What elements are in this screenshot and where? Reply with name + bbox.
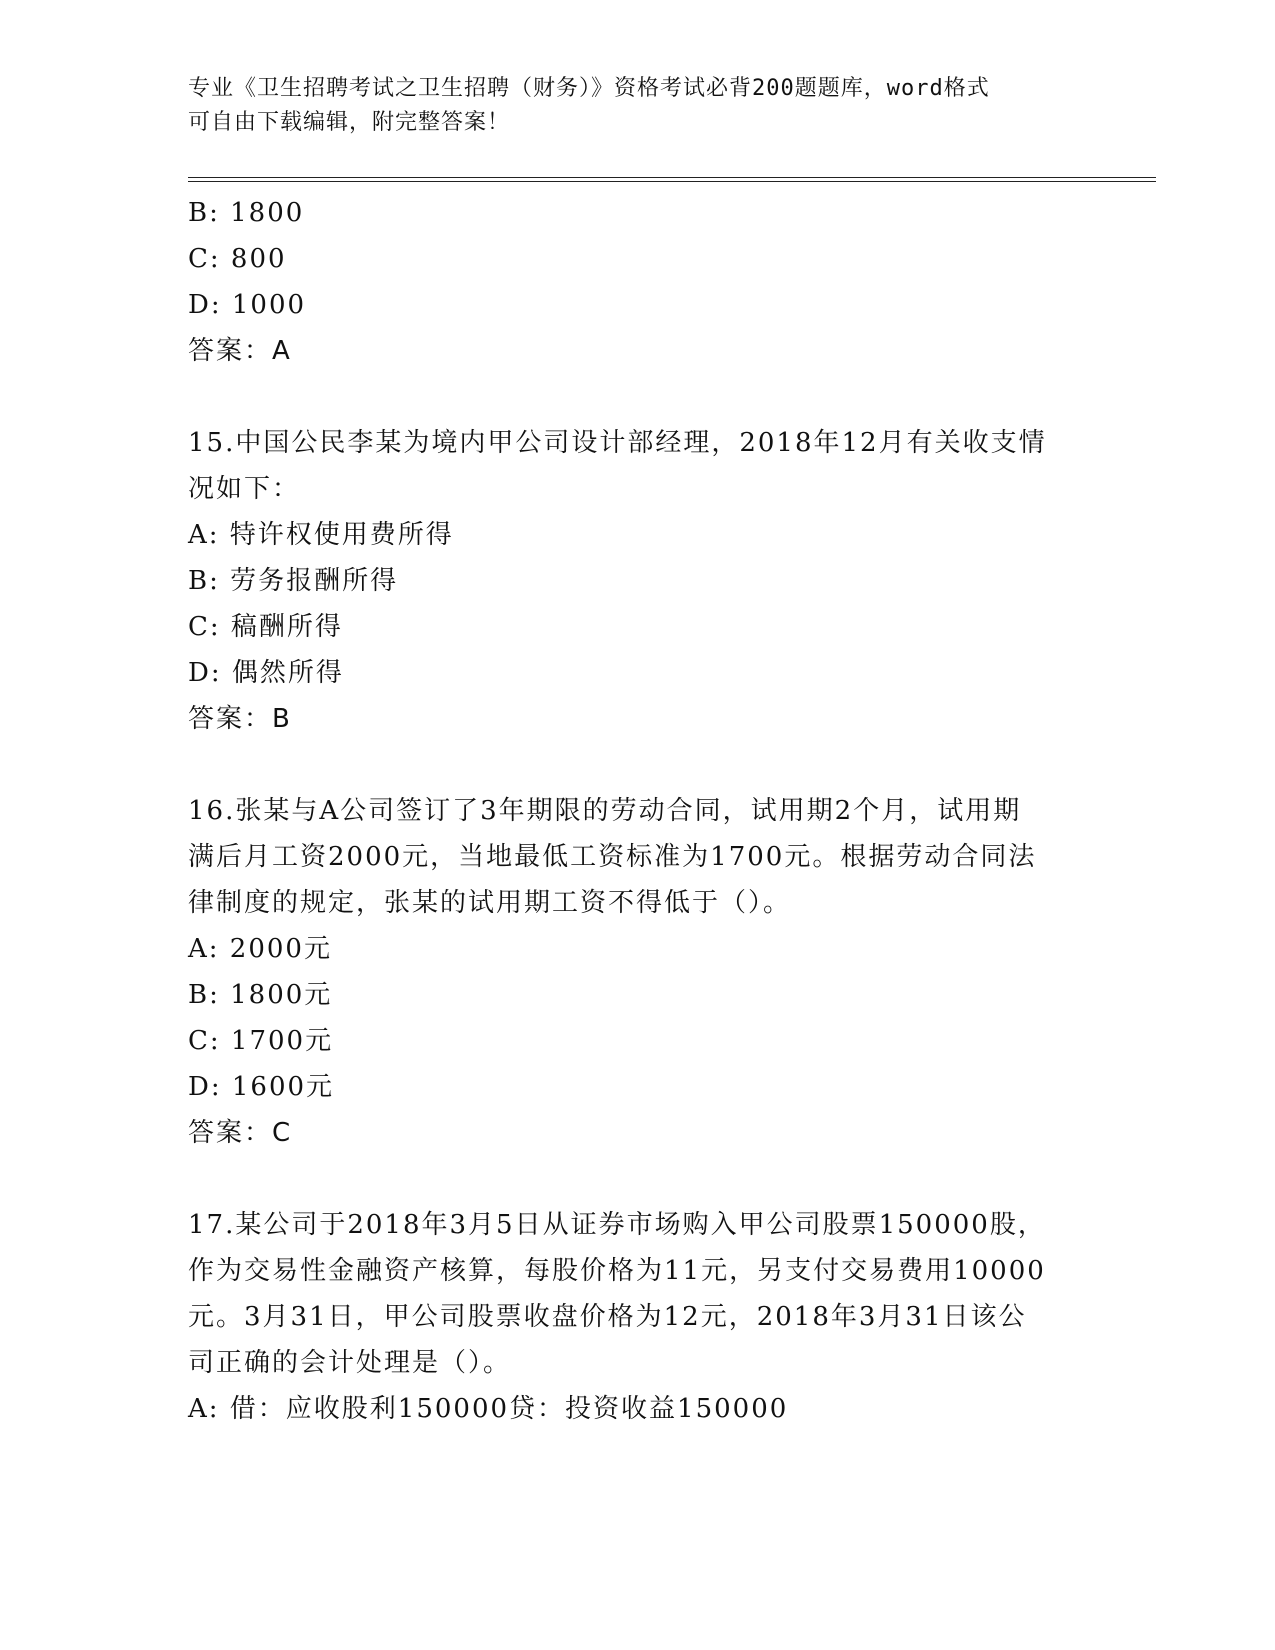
- question-stem: 律制度的规定，张某的试用期工资不得低于（）。: [188, 888, 792, 918]
- answer: 答案：B: [188, 704, 292, 734]
- question-stem: 元。3月31日，甲公司股票收盘价格为12元，2018年3月31日该公: [188, 1302, 1027, 1332]
- header-line: 专业《卫生招聘考试之卫生招聘（财务）》资格考试必背200题题库，word格式: [188, 76, 990, 101]
- option-d: D: 偶然所得: [188, 658, 344, 688]
- question-15: [188, 420, 1088, 742]
- question-17: [188, 1202, 1088, 1432]
- option-a: A: 借：应收股利150000贷：投资收益150000: [188, 1394, 789, 1424]
- question-stem: 况如下：: [188, 474, 301, 504]
- option-c: C: 1700元: [188, 1026, 334, 1056]
- option-d: D: 1600元: [188, 1072, 335, 1102]
- question-14-tail: [188, 190, 1088, 374]
- option-b: B: 劳务报酬所得: [188, 566, 399, 596]
- header-divider: [188, 181, 1156, 182]
- header-line: 可自由下载编辑，附完整答案！: [188, 110, 511, 135]
- header-divider: [188, 177, 1156, 178]
- option-c: C: 稿酬所得: [188, 612, 343, 642]
- question-stem: 15.中国公民李某为境内甲公司设计部经理，2018年12月有关收支情: [188, 428, 1047, 458]
- option-a: A: 2000元: [188, 934, 332, 964]
- option-b: B: 1800元: [188, 980, 333, 1010]
- question-stem: 作为交易性金融资产核算，每股价格为11元，另支付交易费用10000: [188, 1256, 1046, 1286]
- option-d: D: 1000: [188, 290, 307, 320]
- question-16: [188, 788, 1088, 1156]
- answer: 答案：A: [188, 336, 292, 366]
- question-stem: 满后月工资2000元，当地最低工资标准为1700元。根据劳动合同法: [188, 842, 1037, 872]
- question-list: [188, 190, 1088, 1432]
- document-header: [188, 72, 1088, 140]
- question-stem: 17.某公司于2018年3月5日从证券市场购入甲公司股票150000股，: [188, 1210, 1046, 1240]
- option-c: C: 800: [188, 244, 287, 274]
- option-b: B: 1800: [188, 198, 305, 228]
- option-a: A: 特许权使用费所得: [188, 520, 454, 550]
- question-stem: 16.张某与A公司签订了3年期限的劳动合同，试用期2个月，试用期: [188, 796, 1022, 826]
- answer: 答案：C: [188, 1118, 293, 1148]
- question-stem: 司正确的会计处理是（）。: [188, 1348, 512, 1378]
